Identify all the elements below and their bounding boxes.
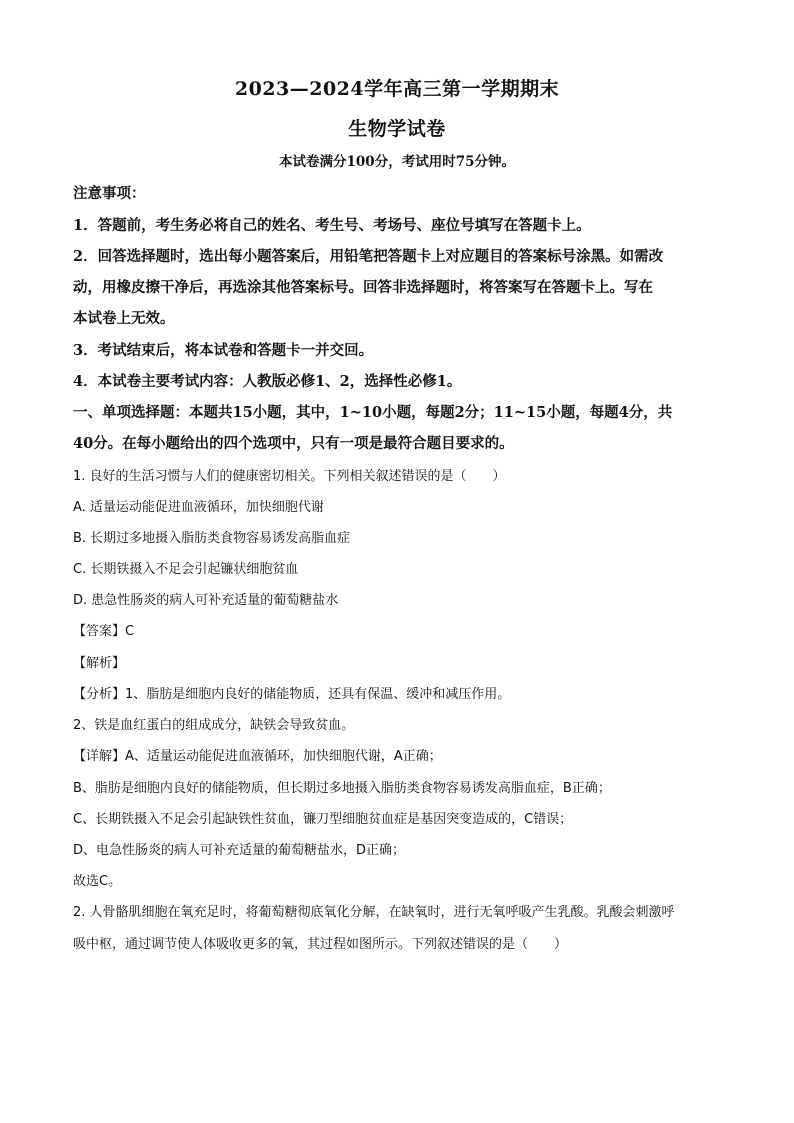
answer-label: 【答案】 bbox=[73, 624, 126, 639]
question-1-option-d: D. 患急性肠炎的病人可补充适量的葡萄糖盐水 bbox=[73, 593, 339, 608]
notice-item-4: 4．本试卷主要考试内容：人教版必修1、2，选择性必修1。 bbox=[73, 373, 462, 390]
notice-item-2-line-3: 本试卷上无效。 bbox=[73, 310, 175, 327]
section-1-heading-line-1: 一、单项选择题：本题共15小题，其中，1~10小题，每题2分；11~15小题，每题4分，共 bbox=[73, 404, 673, 421]
question-1-analysis-label: 【解析】 bbox=[73, 656, 126, 671]
notice-item-2-line-1: 2．回答选择题时，选出每小题答案后，用铅笔把答题卡上对应题目的答案标号涂黑。如需改 bbox=[73, 248, 664, 265]
answer-value: C bbox=[125, 624, 135, 639]
section-1-heading-line-2: 40分。在每小题给出的四个选项中，只有一项是最符合题目要求的。 bbox=[73, 435, 514, 452]
notice-heading: 注意事项： bbox=[73, 185, 146, 202]
question-1-stem: 1. 良好的生活习惯与人们的健康密切相关。下列相关叙述错误的是（ ） bbox=[73, 469, 506, 484]
question-1-fenxi-1 bbox=[73, 683, 733, 702]
exam-title: 2023—2024学年高三第一学期期末 bbox=[234, 78, 560, 100]
question-1-detail-a bbox=[73, 745, 733, 764]
detail-text-a: A、适量运动能促进血液循环，加快细胞代谢，A正确； bbox=[125, 749, 442, 764]
exam-info: 本试卷满分100分，考试用时75分钟。 bbox=[279, 154, 515, 170]
question-2-stem-line-1: 2. 人骨骼肌细胞在氧充足时，将葡萄糖彻底氧化分解，在缺氧时，进行无氧呼吸产生乳酸。乳酸会刺激呼 bbox=[73, 905, 675, 920]
question-2-stem-line-2: 吸中枢，通过调节使人体吸收更多的氧，其过程如图所示。下列叙述错误的是（ ） bbox=[73, 937, 568, 952]
notice-item-3: 3．考试结束后，将本试卷和答题卡一并交回。 bbox=[73, 342, 374, 359]
fenxi-text-1: 1、脂肪是细胞内良好的储能物质，还具有保温、缓冲和减压作用。 bbox=[125, 687, 511, 702]
question-1-detail-c: C、长期铁摄入不足会引起缺铁性贫血，镰刀型细胞贫血症是基因突变造成的，C错误； bbox=[73, 812, 573, 827]
fenxi-label: 【分析】 bbox=[73, 687, 126, 702]
question-1-answer bbox=[73, 620, 733, 639]
question-1-detail-d: D、电急性肠炎的病人可补充适量的葡萄糖盐水，D正确； bbox=[73, 843, 406, 858]
question-1-option-c: C. 长期铁摄入不足会引起镰状细胞贫血 bbox=[73, 562, 299, 577]
question-1-detail-b: B、脂肪是细胞内良好的储能物质，但长期过多地摄入脂肪类食物容易诱发高脂血症，B正确； bbox=[73, 781, 611, 796]
question-1-conclusion: 故选C。 bbox=[73, 874, 122, 889]
question-1-fenxi-2: 2、铁是血红蛋白的组成成分，缺铁会导致贫血。 bbox=[73, 718, 355, 733]
detail-label: 【详解】 bbox=[73, 749, 126, 764]
question-1-option-a: A. 适量运动能促进血液循环，加快细胞代谢 bbox=[73, 500, 324, 515]
exam-subject: 生物学试卷 bbox=[348, 118, 446, 140]
notice-item-1: 1．答题前，考生务必将自己的姓名、考生号、考场号、座位号填写在答题卡上。 bbox=[73, 217, 591, 234]
question-1-option-b: B. 长期过多地摄入脂肪类食物容易诱发高脂血症 bbox=[73, 531, 351, 546]
notice-item-2-line-2: 动，用橡皮擦干净后，再选涂其他答案标号。回答非选择题时，将答案写在答题卡上。写在 bbox=[73, 279, 653, 296]
